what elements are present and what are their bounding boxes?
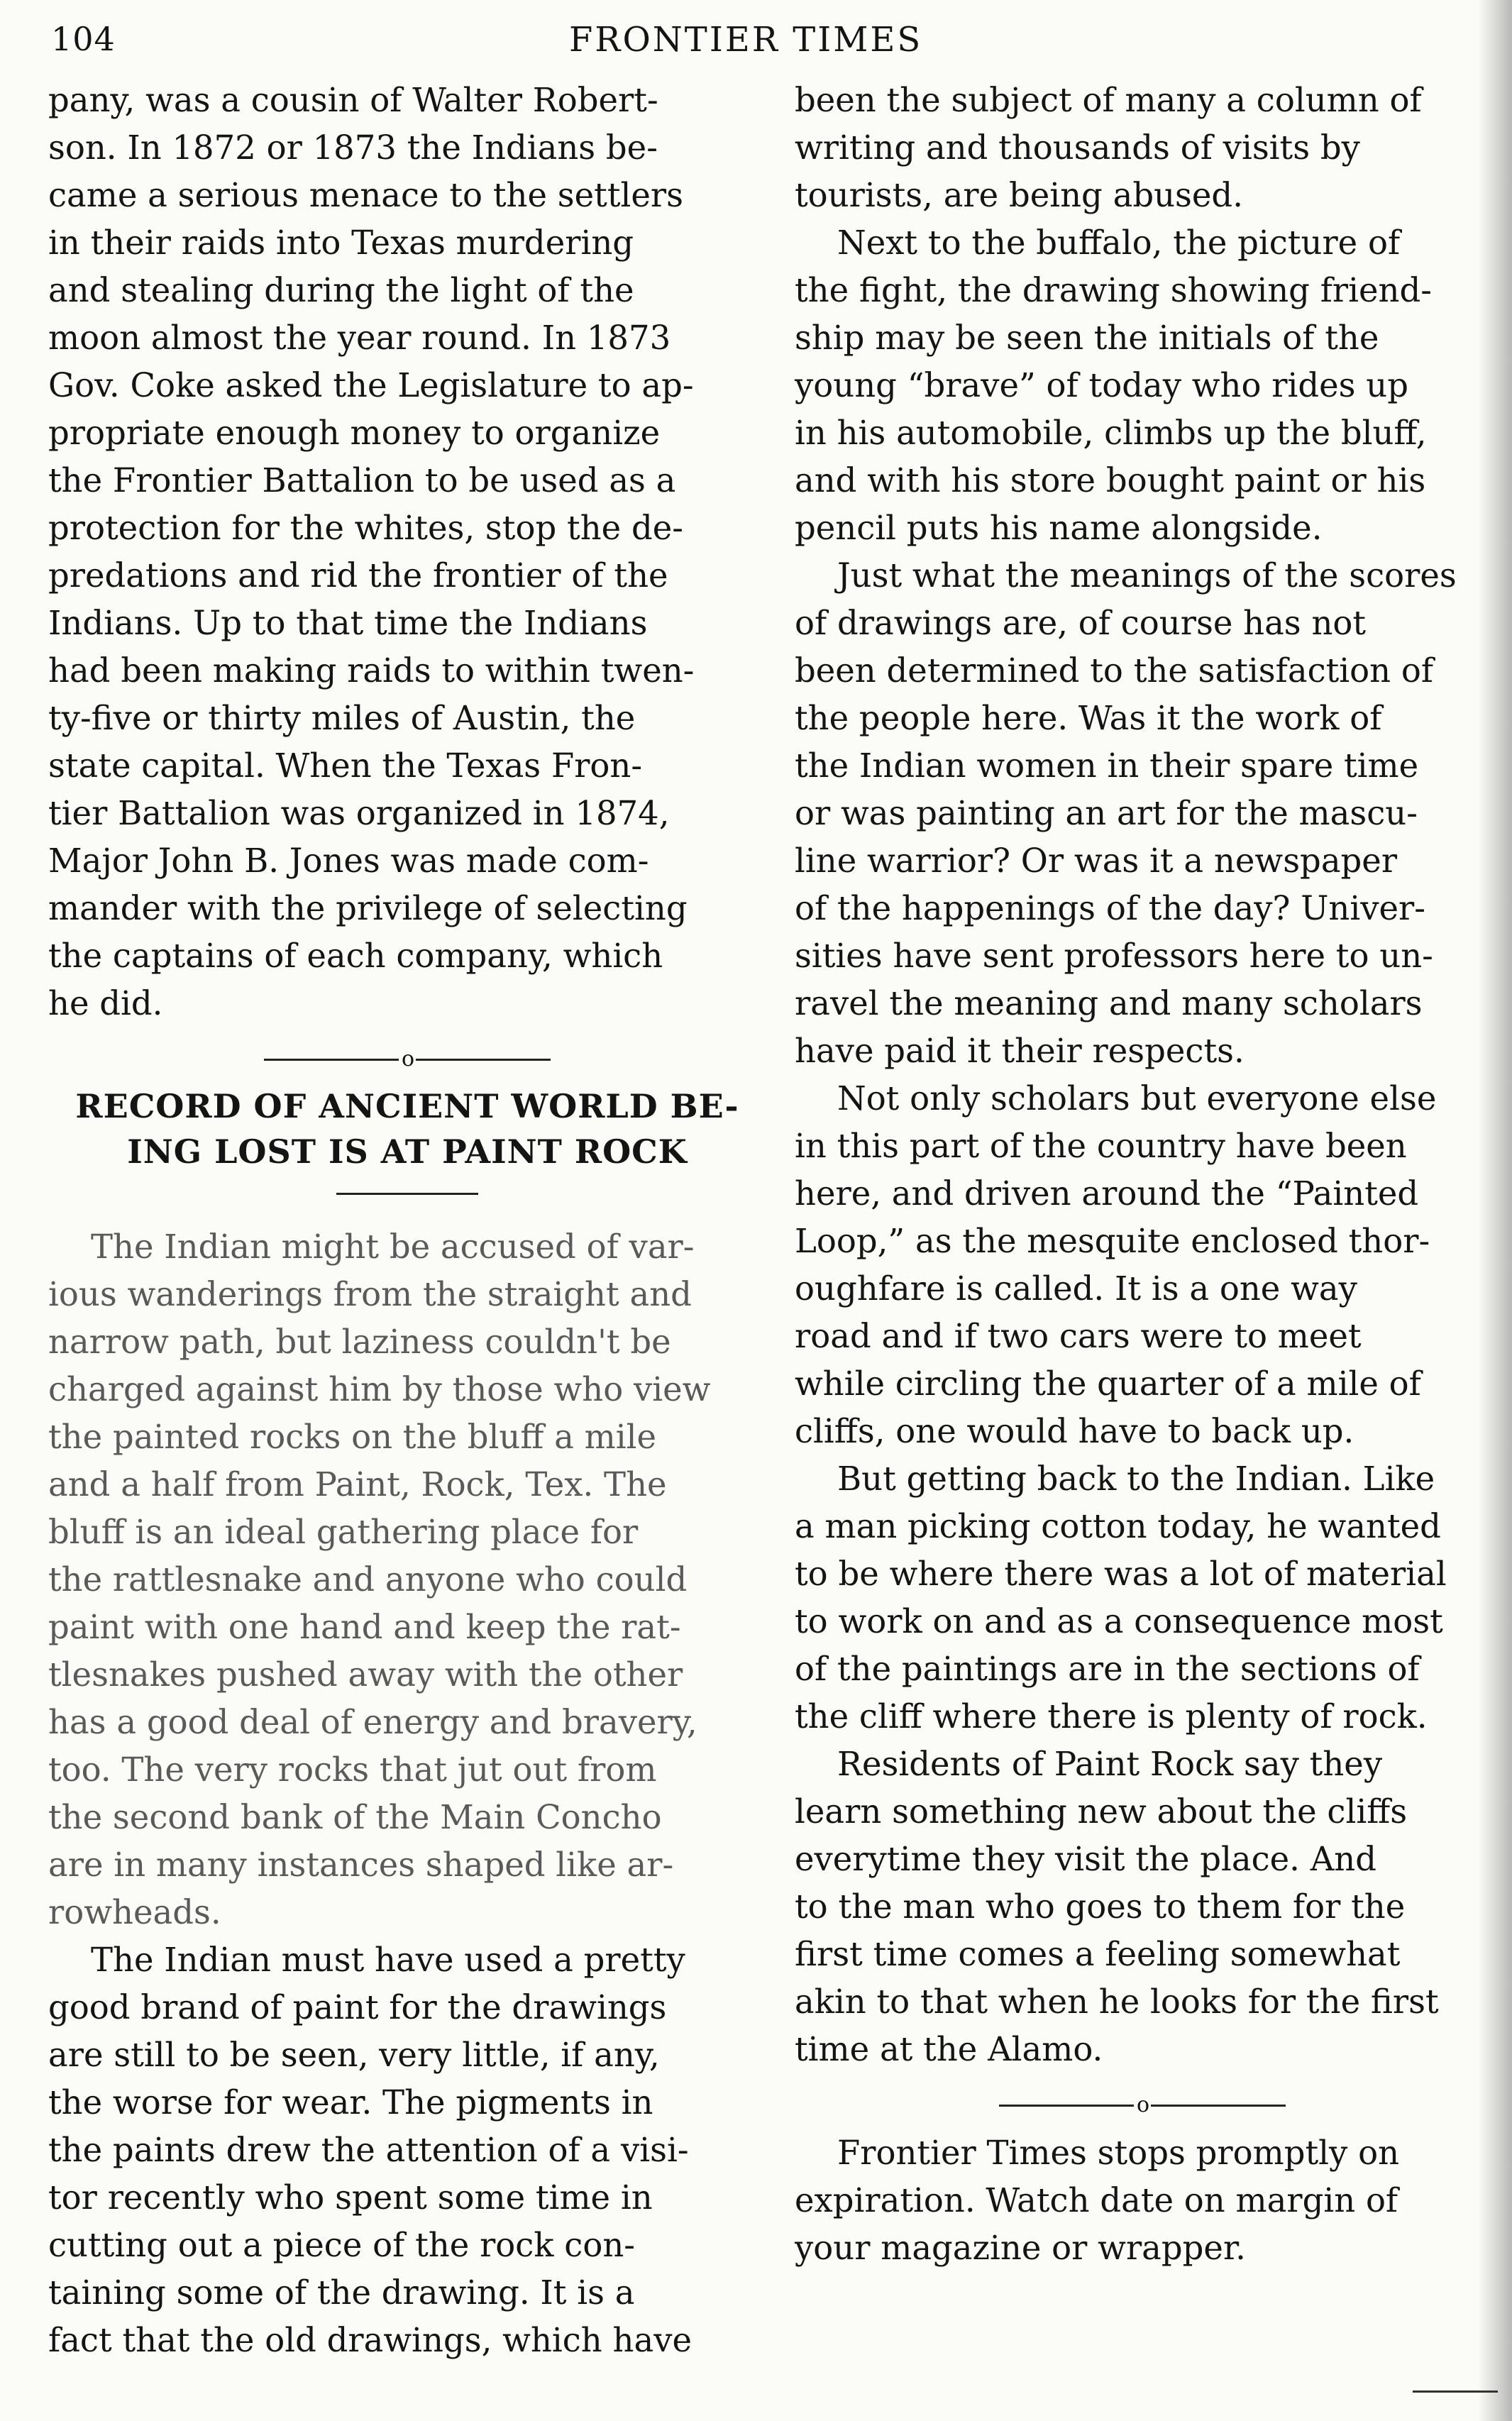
article-paragraph: Residents of Paint Rock say they learn something new about the cliffs everytime they visit the place. And to the man who goes to them for the first time comes a feeling somewhat akin to that when he looks for the first time at the Alamo. (795, 1745, 1439, 2068)
divider-line (416, 1059, 551, 1061)
article-paragraph: Not only scholars but everyone else in this part of the country have been here, and driven around the “Painted Loop,” as the mesquite enclosed thor- oughfare is called. It is a one way road and if two cars were to meet while circling the quarter of a mile of cliffs, one would have to back up. (795, 1079, 1437, 1450)
article-paragraph: pany, was a cousin of Walter Robert- son. In 1872 or 1873 the Indians be- came a serious menace to the settlers in their raids into Texas murdering and stealing during the light of the moon almost the year round. In 1873 Gov. Coke asked the Legislature to ap- propriate enough money to organize the Frontier Battalion to be used as a protection for the whites, stop the de- predations and rid the frontier of the Indians. Up to that time the Indians had been making raids to within twen- ty-five or thirty miles of Austin, the state capital. When the Texas Fron- tier Battalion was organized in 1874, Major John B. Jones was made com- mander with the privilege of selecting the captains of each company, which he did. (48, 81, 695, 1022)
section-divider (795, 2090, 1490, 2119)
headline-rule (336, 1193, 478, 1195)
section-divider (48, 1044, 766, 1074)
divider-line (264, 1059, 399, 1061)
article-paragraph: But getting back to the Indian. Like a man picking cotton today, he wanted to be where there was a lot of material to work on and as a consequence most of the paintings are in the sections of the cliff where there is plenty of rock. (795, 1460, 1447, 1736)
running-title: FRONTIER TIMES (569, 20, 923, 60)
page-number: 104 (51, 20, 116, 58)
article-paragraph: been the subject of many a column of writing and thousands of visits by tourists, are being abused. (795, 81, 1422, 214)
footer-dash (1413, 2390, 1498, 2393)
subscription-notice: Frontier Times stops promptly on expiration. Watch date on margin of your magazine or wrapper. (795, 2134, 1400, 2267)
article-paragraph: Next to the buffalo, the picture of the fight, the drawing showing friend- ship may be seen the initials of the young “brave” of today who rides up in his automobile, climbs up the bluff, and with his store bought paint or his pencil puts his name alongside. (795, 224, 1432, 547)
divider-line (999, 2105, 1134, 2107)
article-paragraph: Just what the meanings of the scores of drawings are, of course has not been determined to the satisfaction of the people here. Was it the work of the Indian women in their spare time or was painting an art for the mascu- line warrior? Or was it a newspaper of the happenings of the day? Univer- sities have sent professors here to un- ravel the meaning and many scholars have paid it their respects. (795, 556, 1457, 1070)
page-header (51, 20, 1442, 77)
left-column (48, 77, 766, 2364)
divider-mark: o (1136, 2092, 1149, 2117)
divider-mark: o (401, 1047, 414, 1071)
article-paragraph: The Indian might be accused of var- ious wanderings from the straight and narrow path, but laziness couldn't be charged against him by those who view the painted rocks on the bluff a mile and a half from Paint, Rock, Tex. The bluff is an ideal gathering place for the rattlesnake and anyone who could paint with one hand and keep the rat- tlesnakes pushed away with the other has a good deal of energy and bravery, too. The very rocks that jut out from the second bank of the Main Concho are in many instances shaped like ar- rowheads. (48, 1228, 711, 1931)
right-column (795, 77, 1490, 2272)
article-headline: RECORD OF ANCIENT WORLD BE- ING LOST IS AT PAINT ROCK (75, 1087, 739, 1171)
article-paragraph: The Indian must have used a pretty good brand of paint for the drawings are still to be seen, very little, if any, the worse for wear. The pigments in the paints drew the attention of a visi- tor recently who spent some time in cutting out a piece of the rock con- taining some of the drawing. It is a fact that the old drawings, which have (48, 1941, 692, 2359)
divider-line (1151, 2105, 1286, 2107)
